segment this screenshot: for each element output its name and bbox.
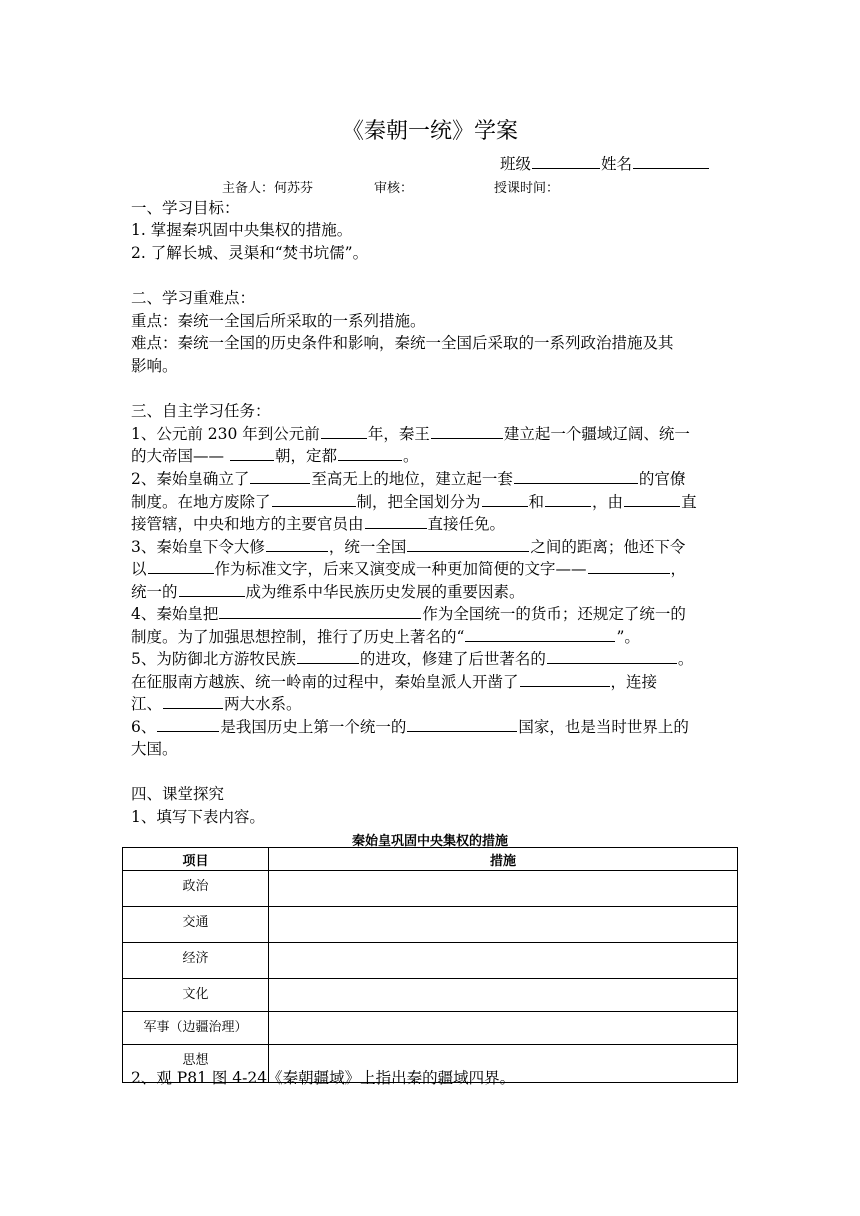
table-row	[123, 907, 738, 943]
objective-1: 1. 掌握秦巩固中央集权的措施。	[131, 221, 353, 239]
column-header-item: 项目	[123, 848, 269, 871]
table-row	[123, 979, 738, 1012]
q1-line2	[131, 444, 418, 466]
q3-text: 3、秦始皇下令大修	[131, 538, 265, 556]
reviewer: 审核：	[374, 181, 414, 196]
q2-blank-7[interactable]	[365, 513, 427, 529]
q2-blank-6[interactable]	[624, 491, 680, 507]
q1-line1	[131, 422, 690, 444]
q4-blank-2[interactable]	[465, 626, 615, 642]
q6-line1	[131, 715, 689, 737]
q3-text: 作为标准文字，后来又演变成一种更加简便的文字——	[214, 560, 587, 578]
row-answer-cell[interactable]	[269, 1012, 738, 1045]
q6-text: 是我国历史上第一个统一的	[220, 718, 407, 736]
key-point: 重点：秦统一全国后所采取的一系列措施。	[131, 312, 426, 330]
class-blank[interactable]	[532, 153, 600, 169]
q1-text: 1、公元前 230 年到公元前	[131, 425, 320, 443]
q5-text: ，连接	[610, 673, 658, 691]
q1-text: 年，秦王	[367, 425, 430, 443]
q3-text: 成为维系中华民族历史发展的重要因素。	[245, 583, 525, 601]
q4-text: 4、秦始皇把	[131, 605, 219, 623]
q4-text: 制度。为了加强思想控制，推行了历史上著名的“	[131, 628, 465, 646]
q2-text: 2、秦始皇确立了	[131, 470, 250, 488]
difficult-point-2: 影响。	[131, 357, 178, 375]
q2-text: 制度。在地方废除了	[131, 493, 271, 511]
q2-blank-1[interactable]	[250, 468, 310, 484]
q2-text: 的官僚	[638, 470, 686, 488]
q3-text: 之间的距离；他还下令	[530, 538, 686, 556]
class-name-line	[500, 152, 710, 174]
q2-line2	[131, 490, 697, 512]
q3-blank-1[interactable]	[266, 536, 328, 552]
q2-text: 和	[528, 493, 545, 511]
section4-heading: 四、课堂探究	[131, 785, 225, 803]
class-label: 班级	[500, 155, 532, 173]
q1-text: 朝，定都	[274, 447, 337, 465]
q3-line2	[131, 557, 686, 579]
q1-blank-capital[interactable]	[338, 445, 402, 461]
section2-heading: 二、学习重难点：	[131, 289, 256, 307]
q4-blank-1[interactable]	[219, 603, 421, 619]
q1-text: 建立起一个疆域辽阔、统一	[503, 425, 690, 443]
column-header-measures: 措施	[269, 848, 738, 871]
q3-line1	[131, 535, 685, 557]
row-label-economy: 经济	[123, 943, 269, 979]
q3-blank-5[interactable]	[179, 581, 245, 597]
section1-heading: 一、学习目标：	[131, 199, 240, 217]
table-title: 秦始皇巩固中央集权的措施	[351, 834, 508, 849]
table-row	[123, 943, 738, 979]
row-label-politics: 政治	[123, 871, 269, 907]
q4-line2	[131, 625, 640, 647]
q2-blank-2[interactable]	[514, 468, 638, 484]
q2-text: ，由	[592, 493, 624, 511]
q2-text: 直接任免。	[427, 515, 506, 533]
section3-heading: 三、自主学习任务：	[131, 402, 271, 420]
page-title: 《秦朝一统》学案	[341, 119, 518, 144]
q5-text: 在征服南方越族、统一岭南的过程中，秦始皇派人开凿了	[131, 673, 519, 691]
preparer: 主备人：何苏芬	[222, 181, 314, 196]
table-header-row	[123, 848, 738, 871]
q4-line1	[131, 602, 686, 624]
q3-text: 统一的	[131, 583, 178, 601]
q5-line2	[131, 670, 657, 692]
q6-blank-1[interactable]	[157, 716, 219, 732]
row-label-thought: 思想	[123, 1045, 269, 1083]
q6-text: 6、	[131, 718, 157, 736]
row-answer-cell[interactable]	[269, 871, 738, 907]
q2-blank-4[interactable]	[482, 491, 528, 507]
q3-line3	[131, 580, 525, 602]
q3-text: 以	[131, 560, 147, 578]
q5-text: 的进攻，修建了后世著名的	[359, 650, 546, 668]
q5-text: 。	[677, 650, 694, 668]
q6-blank-2[interactable]	[407, 716, 517, 732]
q5-text: 5、为防御北方游牧民族	[131, 650, 296, 668]
q2-text: 制，把全国划分为	[356, 493, 481, 511]
q5-blank-4[interactable]	[163, 693, 223, 709]
q5-blank-3[interactable]	[520, 671, 610, 687]
q2-blank-5[interactable]	[545, 491, 591, 507]
q2-blank-3[interactable]	[272, 491, 356, 507]
q5-blank-1[interactable]	[297, 648, 359, 664]
q6-text: 国家，也是当时世界上的	[518, 718, 689, 736]
q1-blank-dynasty[interactable]	[230, 445, 274, 461]
q5-text: 两大水系。	[224, 695, 302, 713]
q2-line3	[131, 512, 505, 534]
q6-line2: 大国。	[131, 740, 178, 758]
q5-line3	[131, 692, 302, 714]
q2-text: 直	[681, 493, 697, 511]
q3-text: ，统一全国	[328, 538, 407, 556]
row-label-military: 军事（边疆治理）	[123, 1012, 269, 1045]
q3-blank-3[interactable]	[148, 558, 214, 574]
measures-table	[122, 847, 738, 1083]
task-2: 2、观 P81 图 4-24《秦朝疆域》上指出秦的疆域四界。	[131, 1069, 516, 1087]
q3-blank-4[interactable]	[588, 558, 670, 574]
name-blank[interactable]	[633, 153, 709, 169]
q5-line1	[131, 647, 693, 669]
q1-blank-year[interactable]	[321, 423, 367, 439]
q1-blank-king[interactable]	[431, 423, 503, 439]
table-row	[123, 871, 738, 907]
row-label-transport: 交通	[123, 907, 269, 943]
q5-blank-2[interactable]	[547, 648, 677, 664]
name-label: 姓名	[601, 155, 633, 173]
table-row	[123, 1012, 738, 1045]
q3-text: ，	[670, 560, 687, 578]
q2-text: 接管辖，中央和地方的主要官员由	[131, 515, 364, 533]
row-label-culture: 文化	[123, 979, 269, 1012]
q5-text: 江、	[131, 695, 163, 713]
teach-time: 授课时间：	[494, 181, 560, 196]
difficult-point-1: 难点：秦统一全国的历史条件和影响，秦统一全国后采取的一系列政治措施及其	[131, 334, 674, 352]
q1-text: 的大帝国——	[131, 447, 225, 465]
objective-2: 2. 了解长城、灵渠和“焚书坑儒”。	[131, 244, 369, 262]
row-answer-cell[interactable]	[269, 907, 738, 943]
q3-blank-2[interactable]	[407, 536, 529, 552]
q2-text: 至高无上的地位，建立起一套	[311, 470, 513, 488]
task-1: 1、填写下表内容。	[131, 808, 265, 826]
q1-text: 。	[402, 447, 419, 465]
row-answer-cell[interactable]	[269, 943, 738, 979]
row-answer-cell[interactable]	[269, 979, 738, 1012]
q2-line1	[131, 467, 685, 489]
q4-text: 作为全国统一的货币；还规定了统一的	[422, 605, 686, 623]
q4-text: ”。	[616, 628, 640, 646]
